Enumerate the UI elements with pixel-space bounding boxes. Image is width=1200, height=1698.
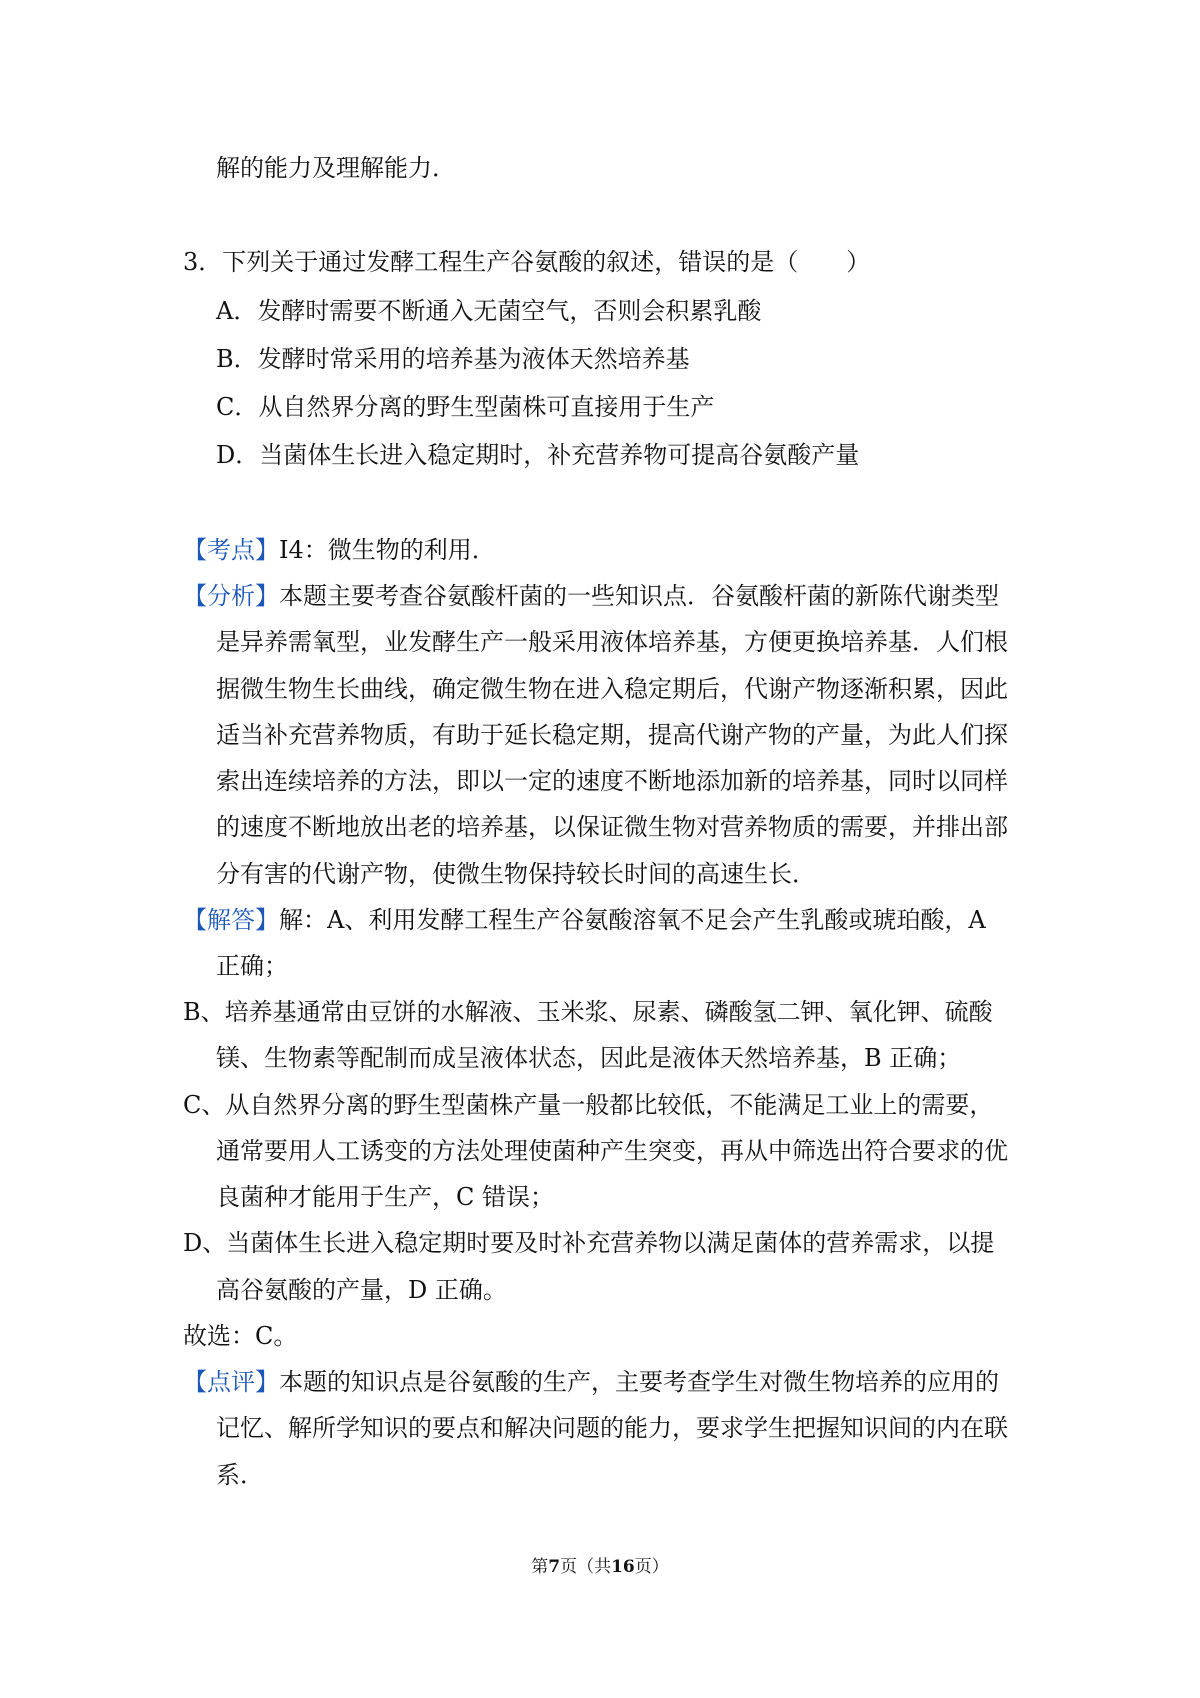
jieda-line: B、培养基通常由豆饼的水解液、玉米浆、尿素、磷酸氢二钾、氧化钾、硫酸: [183, 998, 993, 1026]
option-text: 从自然界分离的野生型菌株可直接用于生产: [258, 393, 715, 421]
fenxi-line: 本题主要考查谷氨酸杆菌的一些知识点．谷氨酸杆菌的新陈代谢类型: [279, 582, 999, 610]
option-label: D．: [216, 441, 260, 469]
question-stem: [183, 246, 870, 278]
option-b: [216, 343, 690, 375]
jieda-line: C、从自然界分离的野生型菌株产量一般都比较低，不能满足工业上的需要，: [183, 1091, 994, 1119]
dianping-line: 本题的知识点是谷氨酸的生产，主要考查学生对微生物培养的应用的: [279, 1368, 999, 1396]
page-footer: [0, 1556, 1200, 1578]
jieda-section: [183, 904, 986, 936]
dianping-line: 系．: [216, 1461, 264, 1489]
option-text: 当菌体生长进入稳定期时，补充营养物可提高谷氨酸产量: [259, 441, 860, 469]
dianping-tag: 【点评】: [183, 1368, 279, 1396]
footer-mid: 页（共: [560, 1557, 612, 1577]
option-label: A．: [216, 297, 258, 325]
jieda-line: 良菌种才能用于生产，C 错误；: [216, 1183, 554, 1211]
fenxi-section: [183, 580, 999, 612]
jieda-answer: 故选：C。: [183, 1322, 298, 1350]
option-d: [216, 439, 859, 471]
fenxi-line: 是异养需氧型，业发酵生产一般采用液体培养基，方便更换培养基．人们根: [216, 628, 1008, 656]
kaodian-tag: 【考点】: [183, 536, 279, 564]
option-text: 发酵时需要不断通入无菌空气，否则会积累乳酸: [257, 297, 762, 325]
jieda-line: 镁、生物素等配制而成呈液体状态，因此是液体天然培养基，B 正确；: [216, 1044, 962, 1072]
footer-suffix: 页）: [634, 1557, 669, 1577]
fenxi-line: 适当补充营养物质，有助于延长稳定期，提高代谢产物的产量，为此人们探: [216, 721, 1008, 749]
jieda-tag: 【解答】: [183, 906, 279, 934]
jieda-line: 高谷氨酸的产量，D 正确。: [216, 1276, 507, 1304]
option-a: [216, 295, 761, 327]
jieda-line: 解：A、利用发酵工程生产谷氨酸溶氧不足会产生乳酸或琥珀酸，A: [279, 906, 986, 934]
question-text: 下列关于通过发酵工程生产谷氨酸的叙述，错误的是（ ）: [222, 248, 871, 276]
jieda-line: 正确；: [216, 952, 288, 980]
option-c: [216, 391, 714, 423]
fenxi-line: 索出连续培养的方法，即以一定的速度不断地添加新的培养基，同时以同样: [216, 767, 1008, 795]
jieda-line: D、当菌体生长进入稳定期时要及时补充营养物以满足菌体的营养需求，以提: [183, 1229, 995, 1257]
kaodian-section: [183, 534, 496, 566]
question-number: 3．: [183, 248, 223, 276]
fenxi-line: 的速度不断地放出老的培养基，以保证微生物对营养物质的需要，并排出部: [216, 813, 1008, 841]
footer-page-number: 7: [548, 1557, 561, 1577]
option-label: C．: [216, 393, 259, 421]
footer-total-pages: 16: [611, 1557, 635, 1577]
fenxi-line: 据微生物生长曲线，确定微生物在进入稳定期后，代谢产物逐渐积累，因此: [216, 675, 1008, 703]
fenxi-line: 分有害的代谢产物，使微生物保持较长时间的高速生长．: [216, 860, 816, 888]
fenxi-tag: 【分析】: [183, 582, 279, 610]
option-label: B．: [216, 345, 258, 373]
kaodian-text: I4：微生物的利用．: [279, 536, 496, 564]
footer-prefix: 第: [531, 1557, 549, 1577]
dianping-section: [183, 1366, 999, 1398]
option-text: 发酵时常采用的培养基为液体天然培养基: [257, 345, 690, 373]
continuation-text: 解的能力及理解能力．: [216, 154, 456, 182]
jieda-line: 通常要用人工诱变的方法处理使菌种产生突变，再从中筛选出符合要求的优: [216, 1137, 1008, 1165]
dianping-line: 记忆、解所学知识的要点和解决问题的能力，要求学生把握知识间的内在联: [216, 1414, 1008, 1442]
